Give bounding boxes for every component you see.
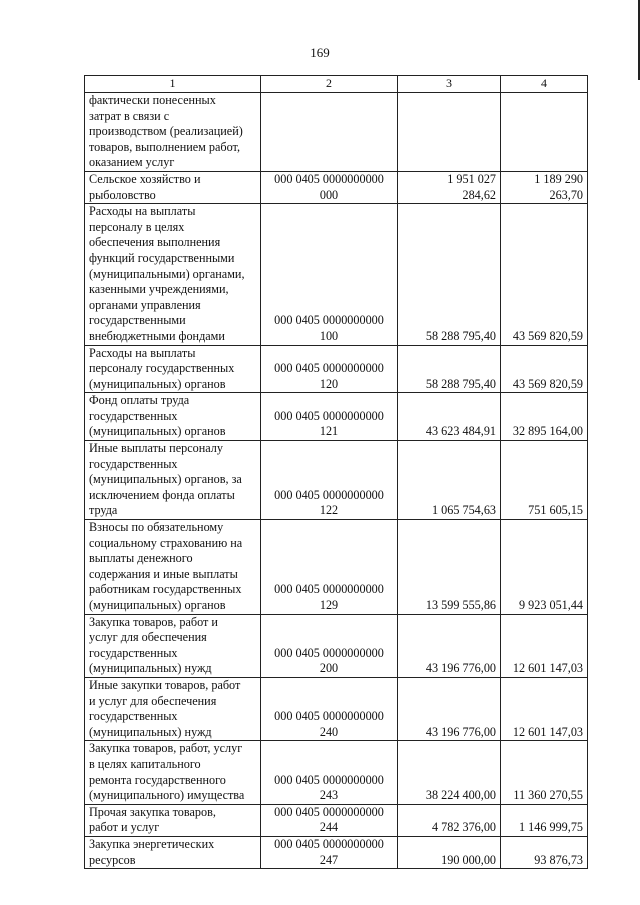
row-value-col4-cell	[501, 345, 588, 393]
row-value-col4-cell	[501, 836, 588, 868]
cell-text-line: (муниципального) имущества	[89, 788, 245, 803]
table-row	[85, 204, 588, 345]
cell-text-line: 000 0405 0000000000	[274, 582, 384, 597]
budget-table	[84, 75, 588, 869]
cell-text-line: 13 599 555,86	[425, 598, 496, 612]
cell-text-line: 000 0405 0000000000	[274, 804, 384, 819]
cell-text-line: Взносы по обязательному	[89, 520, 224, 535]
column-header-2: 2	[261, 76, 398, 93]
cell-text-line: 1 146 999,75	[519, 820, 583, 835]
cell-text-line: 58 288 795,40	[425, 328, 496, 343]
cell-text-line: рыболовство	[89, 187, 156, 202]
cell-text-line: 284,62	[462, 187, 496, 202]
cell-text-line: 58 288 795,40	[425, 376, 496, 391]
cell-text-line: 93 876,73	[534, 852, 583, 867]
row-name-cell	[85, 804, 261, 836]
row-name-cell	[85, 441, 261, 520]
cell-text-line: 000 0405 0000000000	[274, 709, 384, 724]
cell-text-line: внебюджетными фондами	[89, 328, 225, 343]
cell-text-line: 244	[319, 820, 339, 835]
table-row	[85, 93, 588, 172]
cell-text-line: государственных	[89, 456, 178, 471]
row-code-cell	[261, 836, 398, 868]
cell-text-line: выплаты денежного	[89, 551, 193, 566]
cell-text-line: функций государственными	[89, 250, 235, 265]
cell-text-line: государственными	[89, 313, 186, 328]
cell-text-line: 38 224 400,00	[425, 788, 496, 803]
row-code-cell	[261, 804, 398, 836]
cell-text-line: 4 782 376,00	[432, 820, 496, 835]
row-value-col3-cell	[398, 171, 501, 203]
row-value-col4-cell	[501, 204, 588, 345]
row-value-col3-cell	[398, 836, 501, 868]
cell-text-line: 200	[319, 661, 339, 676]
row-code-cell	[261, 614, 398, 677]
row-code-cell	[261, 204, 398, 345]
table-row	[85, 520, 588, 615]
cell-text-line: Закупка энергетических	[89, 836, 215, 851]
row-value-col4-cell	[501, 393, 588, 441]
cell-text-line: 000 0405 0000000000	[274, 645, 384, 660]
table-row	[85, 393, 588, 441]
cell-text-line: 000 0405 0000000000	[274, 836, 384, 851]
cell-text-line: Сельское хозяйство и	[89, 171, 201, 186]
cell-text-line: (муниципальных) нужд	[89, 724, 212, 739]
cell-text-line: обеспечения выполнения	[89, 235, 221, 250]
cell-text-line: Иные закупки товаров, работ	[89, 677, 241, 692]
cell-text-line: 12 601 147,03	[512, 724, 583, 739]
cell-text-line: 000 0405 0000000000	[274, 487, 384, 502]
row-value-col3-cell	[398, 520, 501, 615]
cell-text-line: Расходы на выплаты	[89, 345, 196, 360]
row-name-cell	[85, 614, 261, 677]
row-name-cell	[85, 204, 261, 345]
row-value-col4-cell	[501, 614, 588, 677]
column-header-3: 3	[398, 76, 501, 93]
cell-text-line: 000 0405 0000000000	[274, 772, 384, 787]
cell-text-line: (муниципальных) органов, за	[89, 472, 242, 487]
cell-text-line: Иные выплаты персоналу	[89, 441, 223, 456]
column-header-1: 1	[85, 76, 261, 93]
cell-text-line: и услуг для обеспечения	[89, 693, 217, 708]
row-value-col3-cell	[398, 345, 501, 393]
row-name-cell	[85, 741, 261, 804]
cell-text-line: 32 895 164,00	[512, 424, 583, 439]
cell-text-line: 129	[319, 598, 339, 612]
cell-text-line: 000	[319, 187, 339, 202]
cell-text-line: ресурсов	[89, 852, 136, 867]
table-header-row	[85, 76, 588, 93]
table-row	[85, 836, 588, 868]
row-value-col3-cell	[398, 441, 501, 520]
cell-text-line: 1 951 027	[447, 171, 496, 186]
row-code-cell	[261, 345, 398, 393]
cell-text-line: 243	[319, 788, 339, 803]
cell-text-line: 43 196 776,00	[425, 661, 496, 676]
cell-text-line: в целях капитального	[89, 756, 201, 771]
cell-text-line: 100	[319, 328, 339, 343]
table-row	[85, 171, 588, 203]
cell-text-line: 9 923 051,44	[519, 598, 583, 612]
page-number: 169	[310, 45, 330, 60]
cell-text-line: производством (реализацией)	[89, 124, 243, 139]
cell-text-line: 43 569 820,59	[512, 328, 583, 343]
cell-text-line: (муниципальных) нужд	[89, 661, 212, 676]
row-name-cell	[85, 345, 261, 393]
row-value-col3-cell	[398, 804, 501, 836]
cell-text-line: органами управления	[89, 297, 201, 312]
cell-text-line: (муниципальных) органов	[89, 376, 226, 391]
row-code-cell	[261, 93, 398, 172]
cell-text-line: казенными учреждениями,	[89, 282, 229, 297]
row-name-cell	[85, 520, 261, 615]
cell-text-line: 43 623 484,91	[425, 424, 496, 439]
cell-text-line: 000 0405 0000000000	[274, 361, 384, 376]
cell-text-line: затрат в связи с	[89, 108, 170, 123]
row-value-col4-cell	[501, 441, 588, 520]
cell-text-line: социальному страхованию на	[89, 535, 243, 550]
table-row	[85, 741, 588, 804]
table-row	[85, 804, 588, 836]
cell-text-line: персоналу в целях	[89, 219, 185, 234]
cell-text-line: 1 189 290	[534, 171, 583, 186]
cell-text-line: Закупка товаров, работ, услуг	[89, 741, 243, 756]
cell-text-line: (муниципальных) органов	[89, 598, 226, 612]
cell-text-line: работ и услуг	[89, 820, 160, 835]
cell-text-line: Закупка товаров, работ и	[89, 614, 218, 629]
cell-text-line: 751 605,15	[528, 503, 583, 518]
cell-text-line: государственных	[89, 645, 178, 660]
cell-text-line: 122	[319, 503, 339, 518]
cell-text-line: 263,70	[549, 187, 583, 202]
row-name-cell	[85, 171, 261, 203]
cell-text-line: 000 0405 0000000000	[274, 313, 384, 328]
cell-text-line: персоналу государственных	[89, 361, 235, 376]
cell-text-line: 43 569 820,59	[512, 376, 583, 391]
cell-text-line: 1 065 754,63	[432, 503, 496, 518]
row-code-cell	[261, 677, 398, 740]
cell-text-line: 247	[319, 852, 339, 867]
cell-text-line: исключением фонда оплаты	[89, 487, 235, 502]
row-name-cell	[85, 836, 261, 868]
cell-text-line: работникам государственных	[89, 582, 242, 597]
row-value-col3-cell	[398, 741, 501, 804]
cell-text-line: товаров, выполнением работ,	[89, 139, 241, 154]
table-row	[85, 677, 588, 740]
table-row	[85, 614, 588, 677]
row-name-cell	[85, 677, 261, 740]
cell-text-line: 43 196 776,00	[425, 724, 496, 739]
row-code-cell	[261, 441, 398, 520]
cell-text-line: (муниципальными) органами,	[89, 266, 245, 281]
cell-text-line: оказанием услуг	[89, 155, 175, 170]
cell-text-line: ремонта государственного	[89, 772, 226, 787]
table-row	[85, 441, 588, 520]
row-value-col4-cell	[501, 520, 588, 615]
row-name-cell	[85, 393, 261, 441]
row-code-cell	[261, 171, 398, 203]
row-code-cell	[261, 520, 398, 615]
row-value-col3-cell	[398, 393, 501, 441]
row-value-col4-cell	[501, 741, 588, 804]
cell-text-line: услуг для обеспечения	[89, 630, 207, 645]
row-value-col4-cell	[501, 171, 588, 203]
row-value-col4-cell	[501, 93, 588, 172]
row-value-col3-cell	[398, 93, 501, 172]
cell-text-line: 240	[319, 724, 339, 739]
cell-text-line: государственных	[89, 709, 178, 724]
cell-text-line: 120	[319, 376, 339, 391]
cell-text-line: содержания и иные выплаты	[89, 566, 238, 581]
row-value-col4-cell	[501, 677, 588, 740]
cell-text-line: 121	[319, 424, 339, 439]
cell-text-line: 000 0405 0000000000	[274, 171, 384, 186]
row-value-col3-cell	[398, 614, 501, 677]
column-header-4: 4	[501, 76, 588, 93]
row-name-cell	[85, 93, 261, 172]
row-code-cell	[261, 393, 398, 441]
cell-text-line: 12 601 147,03	[512, 661, 583, 676]
cell-text-line: государственных	[89, 408, 178, 423]
row-value-col3-cell	[398, 677, 501, 740]
cell-text-line: Прочая закупка товаров,	[89, 804, 216, 819]
row-value-col3-cell	[398, 204, 501, 345]
cell-text-line: (муниципальных) органов	[89, 424, 226, 439]
cell-text-line: труда	[89, 503, 118, 518]
cell-text-line: фактически понесенных	[89, 93, 216, 107]
cell-text-line: 11 360 270,55	[513, 788, 583, 803]
row-code-cell	[261, 741, 398, 804]
cell-text-line: 190 000,00	[441, 852, 496, 867]
table-row	[85, 345, 588, 393]
cell-text-line: Фонд оплаты труда	[89, 393, 190, 408]
row-value-col4-cell	[501, 804, 588, 836]
cell-text-line: 000 0405 0000000000	[274, 408, 384, 423]
cell-text-line: Расходы на выплаты	[89, 204, 196, 219]
